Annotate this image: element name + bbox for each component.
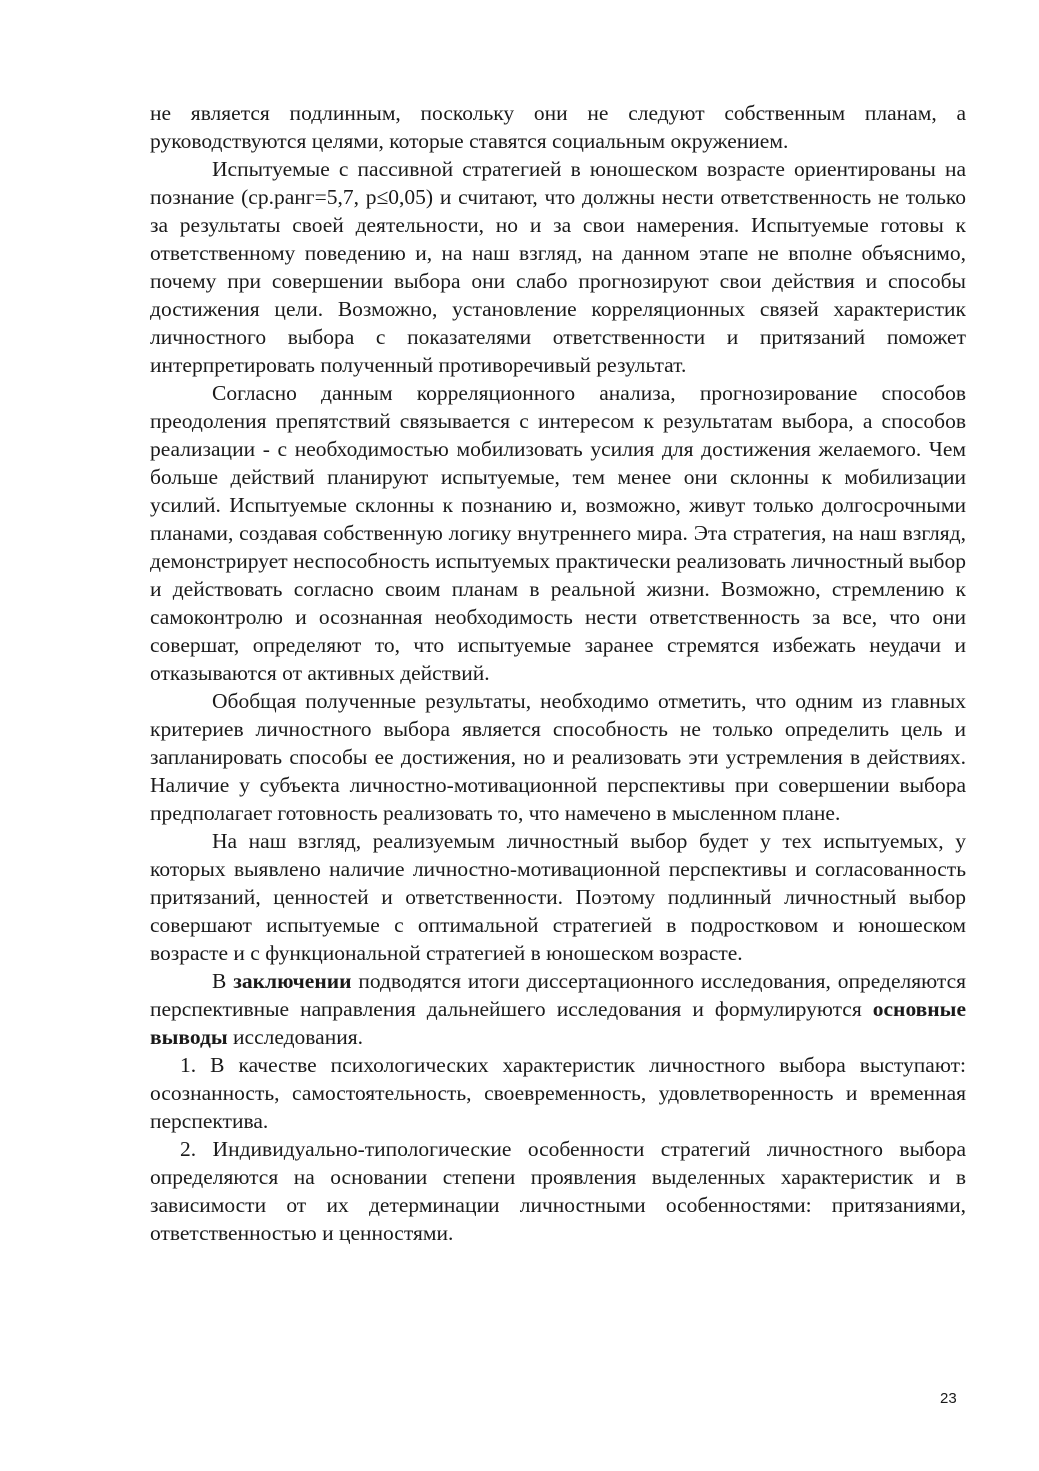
conclusion-middle: подводятся итоги диссертационного исследования, определяются перспективные направления дальнейшего исследования и формулируются (150, 969, 967, 1021)
document-page (150, 99, 966, 1247)
conclusion-bold-term: заключении (233, 969, 352, 993)
page-number: 23 (940, 1390, 957, 1407)
conclusion-prefix: В (212, 969, 234, 993)
conclusion-suffix: исследования. (227, 1025, 363, 1049)
paragraph-continuation: не является подлинным, поскольку они не следуют собственным планам, а руководствуются целями, которые ставятся социальным окружением. (150, 101, 966, 153)
paragraph-passive-strategy: Испытуемые с пассивной стратегией в юношеском возрасте ориентированы на познание (ср.ранг=5,7, p≤0,05) и считают, что должны нести ответственность не только за результаты своей деятельности, но и за свои намерения. Испытуемые готовы к ответственному поведению и, на наш взгляд, на данном этапе не вполне объяснимо, почему при совершении выбора они слабо прогнозируют свои действия и способы достижения цели. Возможно, установление корреляционных связей характеристик личностного выбора с показателями ответственности и притязаний поможет интерпретировать полученный противоречивый результат. (150, 157, 966, 377)
list-item-1: 1. В качестве психологических характеристик личностного выбора выступают: осознанность, самостоятельность, своевременность, удовлетворенность и временная перспектива. (150, 1053, 966, 1133)
paragraph-correlation-analysis: Согласно данным корреляционного анализа, прогнозирование способов преодоления препятствий связывается с интересом к результатам выбора, а способов реализации - с необходимостью мобилизовать усилия для достижения желаемого. Чем больше действий планируют испытуемые, тем менее они склонны к мобилизации усилий. Испытуемые склонны к познанию и, возможно, живут только долгосрочными планами, создавая собственную логику внутреннего мира. Эта стратегия, на наш взгляд, демонстрирует неспособность испытуемых практически реализовать личностный выбор и действовать согласно своим планам в реальной жизни. Возможно, стремлению к самоконтролю и осознанная необходимость нести ответственность за все, что они совершат, определяют то, что испытуемые заранее стремятся избежать неудачи и отказываются от активных действий. (150, 381, 966, 685)
list-item-2: 2. Индивидуально-типологические особенности стратегий личностного выбора определяются на основании степени проявления выделенных характеристик и в зависимости от их детерминации личностными особенностями: притязаниями, ответственностью и ценностями. (150, 1137, 966, 1245)
paragraph-conclusion (150, 967, 966, 1051)
paragraph-summary: Обобщая полученные результаты, необходимо отметить, что одним из главных критериев личностного выбора является способность не только определить цель и запланировать способы ее достижения, но и реализовать эти устремления в действиях. Наличие у субъекта личностно-мотивационной перспективы при совершении выбора предполагает готовность реализовать то, что намечено в мысленном плане. (150, 689, 966, 825)
paragraph-opinion: На наш взгляд, реализуемым личностный выбор будет у тех испытуемых, у которых выявлено наличие личностно-мотивационной перспективы и согласованность притязаний, ценностей и ответственности. Поэтому подлинный личностный выбор совершают испытуемые с оптимальной стратегией в подростковом и юношеском возрасте и с функциональной стратегией в юношеском возрасте. (150, 829, 966, 965)
conclusion-bold-findings: основные выводы (150, 997, 966, 1049)
